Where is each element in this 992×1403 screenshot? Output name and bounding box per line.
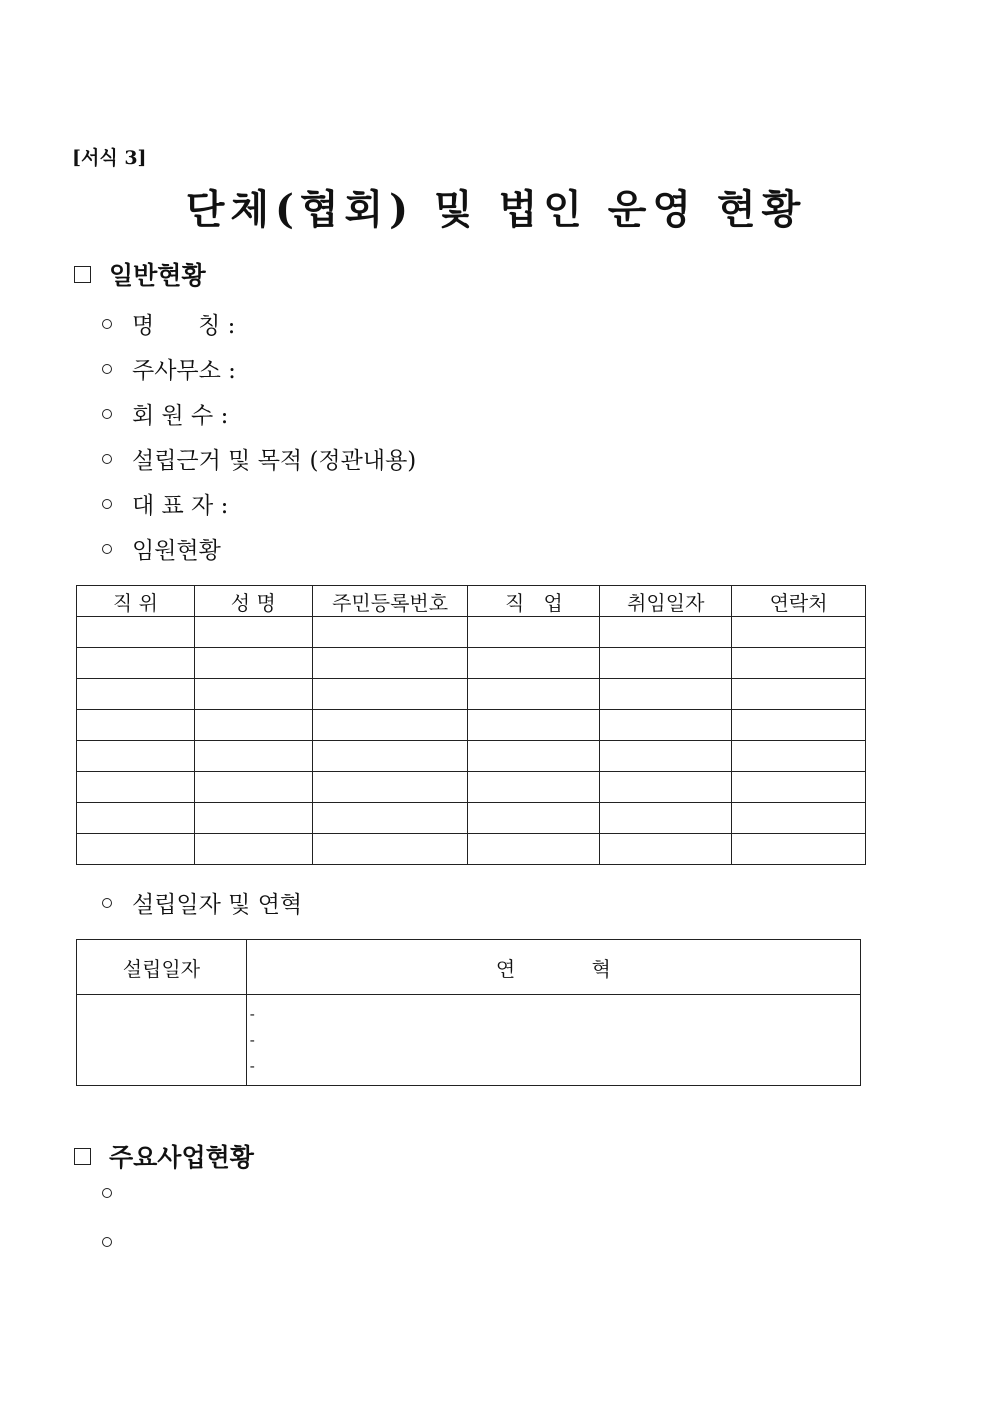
- table-cell: [77, 772, 195, 803]
- item-members-label: 회 원 수 :: [132, 403, 229, 429]
- circle-bullet-icon: [102, 319, 112, 329]
- officer-table-header: [77, 586, 866, 617]
- table-cell: [732, 772, 866, 803]
- history-cell: [246, 995, 860, 1086]
- section-main-business-heading: 주요사업현황: [109, 1143, 254, 1172]
- table-cell: [732, 679, 866, 710]
- item-office-label: 주사무소 :: [132, 358, 236, 384]
- table-row: [77, 679, 866, 710]
- table-row: [77, 995, 861, 1086]
- form-number: [서식 3]: [72, 147, 147, 169]
- table-cell: [312, 617, 468, 648]
- item-basis-label: 설립근거 및 목적 (정관내용): [132, 448, 417, 474]
- table-cell: [600, 710, 732, 741]
- item-office: [102, 352, 236, 385]
- table-cell: [77, 803, 195, 834]
- table-row: [77, 648, 866, 679]
- table-cell: [468, 710, 600, 741]
- history-table-header: [77, 940, 861, 995]
- checkbox-square-icon: [74, 266, 91, 283]
- col-header-contact: 연락처: [732, 586, 866, 617]
- table-cell: [468, 617, 600, 648]
- table-cell: [468, 679, 600, 710]
- table-cell: [194, 803, 312, 834]
- table-cell: [468, 834, 600, 865]
- table-cell: [468, 803, 600, 834]
- table-cell: [194, 617, 312, 648]
- circle-bullet-icon: [102, 454, 112, 464]
- item-officers: [102, 532, 221, 565]
- col-header-position: 직 위: [77, 586, 195, 617]
- table-cell: [600, 679, 732, 710]
- table-cell: [732, 803, 866, 834]
- col-header-occupation: 직 업: [468, 586, 600, 617]
- table-cell: [732, 710, 866, 741]
- table-cell: [600, 772, 732, 803]
- table-cell: [312, 679, 468, 710]
- table-cell: [77, 741, 195, 772]
- table-row: [77, 834, 866, 865]
- checkbox-square-icon: [74, 1148, 91, 1165]
- table-row: [77, 741, 866, 772]
- item-founding-label: 설립일자 및 연혁: [132, 892, 303, 918]
- circle-bullet-icon: [102, 499, 112, 509]
- table-cell: [312, 648, 468, 679]
- col-header-appointed-date: 취임일자: [600, 586, 732, 617]
- circle-bullet-icon: [102, 544, 112, 554]
- table-row: [77, 710, 866, 741]
- col-header-founding-date: 설립일자: [77, 940, 247, 995]
- table-cell: [312, 834, 468, 865]
- table-cell: [732, 617, 866, 648]
- item-members: [102, 397, 228, 430]
- section-general-heading: 일반현황: [109, 261, 206, 290]
- business-item: [102, 1237, 132, 1247]
- history-dash-list: [247, 995, 860, 1079]
- table-cell: [77, 834, 195, 865]
- col-header-id-number: 주민등록번호: [312, 586, 468, 617]
- item-officers-label: 임원현황: [132, 538, 221, 564]
- table-cell: [77, 710, 195, 741]
- history-dash: -: [249, 1031, 255, 1049]
- business-item: [102, 1188, 132, 1198]
- item-representative-label: 대 표 자 :: [132, 493, 229, 519]
- table-cell: [194, 834, 312, 865]
- item-representative: [102, 487, 228, 520]
- section-main-business: [74, 1138, 254, 1174]
- circle-bullet-icon: [102, 1188, 112, 1198]
- table-cell: [732, 741, 866, 772]
- table-cell: [194, 710, 312, 741]
- officer-table: [76, 585, 866, 865]
- table-cell: [600, 617, 732, 648]
- table-cell: [312, 772, 468, 803]
- table-cell: [194, 741, 312, 772]
- item-founding: [102, 886, 302, 919]
- table-row: [77, 772, 866, 803]
- table-cell: [194, 679, 312, 710]
- history-dash: -: [249, 1005, 255, 1023]
- table-cell: [468, 741, 600, 772]
- table-cell: [732, 648, 866, 679]
- circle-bullet-icon: [102, 409, 112, 419]
- officer-table-body: [77, 617, 866, 865]
- table-cell: [194, 648, 312, 679]
- table-cell: [600, 834, 732, 865]
- item-name-label: 명 칭 :: [132, 313, 236, 339]
- table-cell: [600, 648, 732, 679]
- item-name: [102, 307, 235, 340]
- table-row: [77, 803, 866, 834]
- circle-bullet-icon: [102, 364, 112, 374]
- circle-bullet-icon: [102, 1237, 112, 1247]
- section-general: [74, 256, 206, 292]
- table-cell: [600, 741, 732, 772]
- table-cell: [312, 710, 468, 741]
- page-title: 단체(협회) 및 법인 운영 현황: [185, 186, 807, 233]
- table-cell: [600, 803, 732, 834]
- col-header-history: 연 혁: [246, 940, 860, 995]
- table-cell: [468, 772, 600, 803]
- table-cell: [194, 772, 312, 803]
- table-cell: [77, 617, 195, 648]
- table-cell: [77, 679, 195, 710]
- item-basis: [102, 442, 416, 475]
- col-header-name: 성 명: [194, 586, 312, 617]
- history-dash: -: [249, 1057, 255, 1075]
- history-table: [76, 939, 861, 1086]
- table-cell: [732, 834, 866, 865]
- founding-date-cell: [77, 995, 247, 1086]
- table-cell: [312, 803, 468, 834]
- circle-bullet-icon: [102, 898, 112, 908]
- table-cell: [468, 648, 600, 679]
- table-cell: [77, 648, 195, 679]
- table-cell: [312, 741, 468, 772]
- table-row: [77, 617, 866, 648]
